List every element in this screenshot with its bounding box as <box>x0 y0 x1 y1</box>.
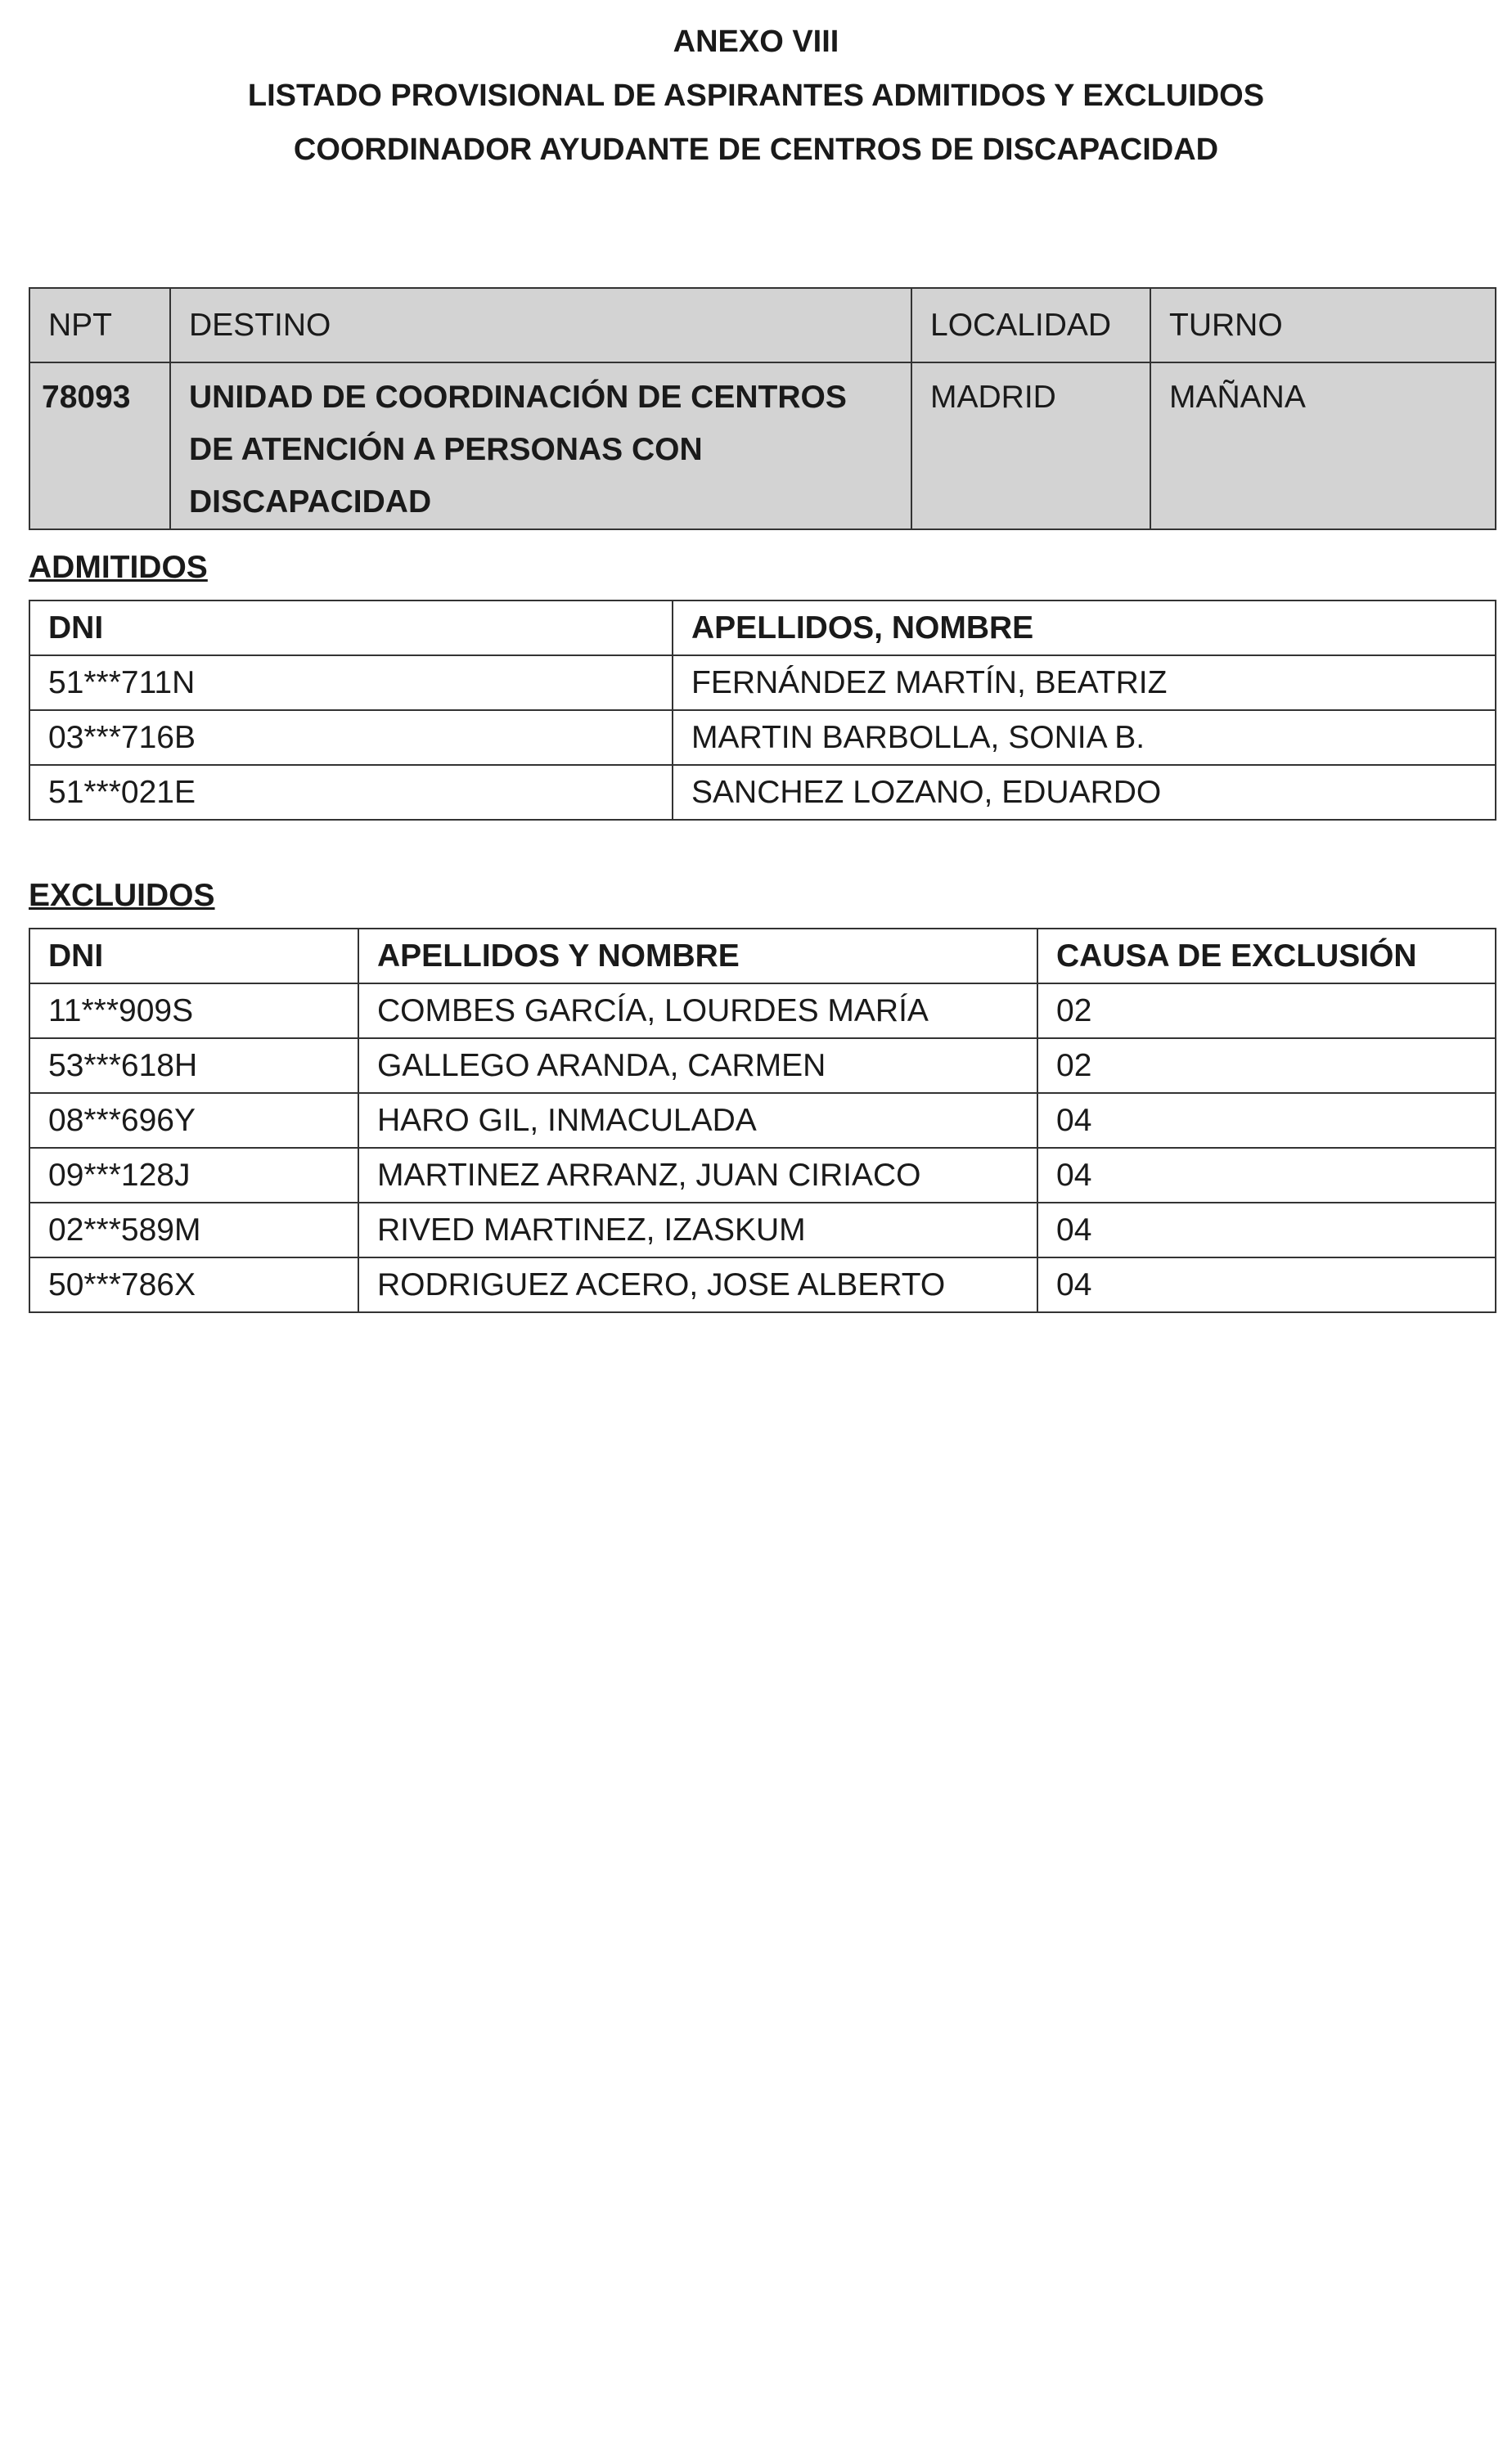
causa-cell: 04 <box>1037 1093 1496 1148</box>
excluidos-table <box>29 928 1496 1313</box>
position-row <box>29 362 1496 529</box>
column-header-npt: NPT <box>29 288 170 362</box>
name-cell: MARTIN BARBOLLA, SONIA B. <box>673 710 1496 765</box>
name-cell: COMBES GARCÍA, LOURDES MARÍA <box>358 983 1037 1038</box>
dni-cell: 50***786X <box>29 1257 358 1312</box>
causa-cell: 04 <box>1037 1203 1496 1257</box>
table-row <box>29 765 1496 820</box>
name-cell: RIVED MARTINEZ, IZASKUM <box>358 1203 1037 1257</box>
causa-cell: 02 <box>1037 1038 1496 1093</box>
table-row <box>29 1093 1496 1148</box>
name-cell: SANCHEZ LOZANO, EDUARDO <box>673 765 1496 820</box>
table-row <box>29 1257 1496 1312</box>
column-header-causa-exclusion: CAUSA DE EXCLUSIÓN <box>1037 929 1496 983</box>
name-cell: GALLEGO ARANDA, CARMEN <box>358 1038 1037 1093</box>
table-row <box>29 655 1496 710</box>
column-header-turno: TURNO <box>1150 288 1496 362</box>
column-header-localidad: LOCALIDAD <box>911 288 1150 362</box>
name-cell: RODRIGUEZ ACERO, JOSE ALBERTO <box>358 1257 1037 1312</box>
dni-cell: 09***128J <box>29 1148 358 1203</box>
dni-cell: 51***711N <box>29 655 673 710</box>
dni-cell: 02***589M <box>29 1203 358 1257</box>
position-table-header <box>29 288 1496 362</box>
causa-cell: 02 <box>1037 983 1496 1038</box>
causa-cell: 04 <box>1037 1148 1496 1203</box>
admitidos-heading: ADMITIDOS <box>29 550 208 585</box>
dni-cell: 11***909S <box>29 983 358 1038</box>
document-list-title: LISTADO PROVISIONAL DE ASPIRANTES ADMITIDOS Y EXCLUIDOS <box>247 79 1265 113</box>
turno-value: MAÑANA <box>1150 362 1496 529</box>
table-row <box>29 1148 1496 1203</box>
admitidos-table-header <box>29 601 1496 655</box>
name-cell: FERNÁNDEZ MARTÍN, BEATRIZ <box>673 655 1496 710</box>
dni-cell: 03***716B <box>29 710 673 765</box>
destino-value: UNIDAD DE COORDINACIÓN DE CENTROS DE ATENCIÓN A PERSONAS CON DISCAPACIDAD <box>170 362 911 529</box>
dni-cell: 08***696Y <box>29 1093 358 1148</box>
excluidos-table-header <box>29 929 1496 983</box>
name-cell: MARTINEZ ARRANZ, JUAN CIRIACO <box>358 1148 1037 1203</box>
position-table <box>29 287 1496 530</box>
table-row <box>29 710 1496 765</box>
column-header-dni: DNI <box>29 601 673 655</box>
dni-cell: 53***618H <box>29 1038 358 1093</box>
causa-cell: 04 <box>1037 1257 1496 1312</box>
name-cell: HARO GIL, INMACULADA <box>358 1093 1037 1148</box>
column-header-dni: DNI <box>29 929 358 983</box>
localidad-value: MADRID <box>911 362 1150 529</box>
table-row <box>29 983 1496 1038</box>
document-position-title: COORDINADOR AYUDANTE DE CENTROS DE DISCAPACIDAD <box>293 133 1219 167</box>
excluidos-heading: EXCLUIDOS <box>29 878 215 913</box>
dni-cell: 51***021E <box>29 765 673 820</box>
npt-value: 78093 <box>29 362 170 529</box>
column-header-apellidos-nombre: APELLIDOS, NOMBRE <box>673 601 1496 655</box>
table-row <box>29 1038 1496 1093</box>
admitidos-table <box>29 600 1496 821</box>
table-row <box>29 1203 1496 1257</box>
column-header-destino: DESTINO <box>170 288 911 362</box>
column-header-apellidos-y-nombre: APELLIDOS Y NOMBRE <box>358 929 1037 983</box>
document-annex-title: ANEXO VIII <box>673 25 839 59</box>
